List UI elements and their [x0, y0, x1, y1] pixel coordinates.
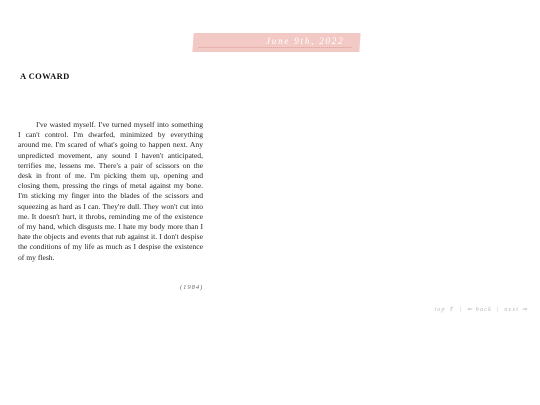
page-navigation: [434, 306, 528, 313]
nav-separator: |: [496, 307, 500, 313]
post-body: I've wasted myself. I've turned myself into something I can't control. I'm dwarfed, minimized by everything around me. I'm scared of what's going to happen next. Any unpredicted movement, any sound I haven't anticipated, terrifies me, lessens me. There's a pair of scissors on the desk in front of me. I'm picking them up, opening and closing them, pressing the rings of metal against my bone. I'm sticking my finger into the blades of the scissors and squeezing as hard as I can. They're dull. They won't cut into me. It doesn't hurt, it throbs, reminding me of the existence of my hand, which disgusts me. I hate my body more than I hate the objects and events that rub against it. I don't despise the conditions of my life as much as I despise the existence of my flesh.: [18, 120, 203, 262]
next-link[interactable]: next ⇒: [504, 307, 528, 313]
post-title: A COWARD: [20, 71, 70, 81]
post-date: June 9th, 2022: [266, 36, 345, 46]
post-year: (1984): [180, 284, 204, 291]
nav-separator: |: [459, 307, 463, 313]
back-link[interactable]: ⇐ back: [466, 307, 492, 313]
top-link[interactable]: top ⇑: [434, 307, 455, 313]
